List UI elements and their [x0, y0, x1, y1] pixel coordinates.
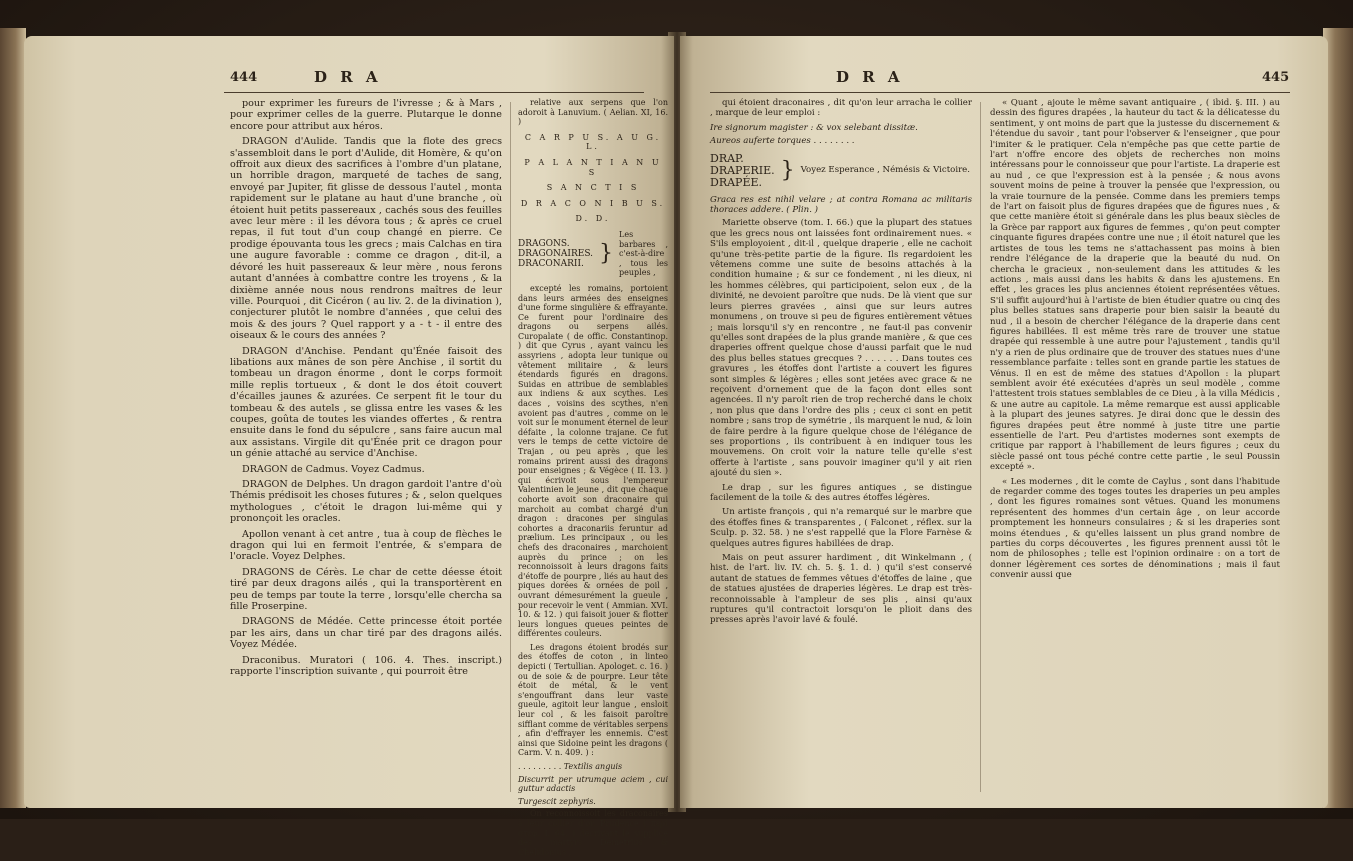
- left-column-separator: [510, 102, 511, 792]
- brace-glyph: }: [599, 240, 614, 266]
- verse-line: Ire signorum magister : & vox selebant dissitæ.: [710, 122, 918, 133]
- book-edge-left: [0, 28, 26, 808]
- verse-line: Turgescit zephyris.: [518, 796, 596, 806]
- paragraph: DRAGON d'Aulide. Tandis que la flote des grecs s'assembloit dans le port d'Aulide, dit Homère, & qu'on offroit aux dieux des sacrifices à l'ombre d'un platane, un horrible dragon, marqueté de taches de sang, envoyé par Jupiter, fit glisse de dessous l'autel , monta rapidement sur le platane au haut d'une branche , où étoient huit petits passereaux , cachés sous des feuilles avec leur mère : il les dévora tous ; & après ce cruel repas, il fut tout d'un coup changé en pierre. Ce prodige épouvanta tous les grecs ; mais Calchas en tira une augure favorable : comme ce dragon , dit-il, a dévoré les huit passereaux & leur mère , nous ferons autant d'années à combattre contre les troyens , & la dixième année nous nous rendrons maîtres de leur ville. Pourquoi , dit Cicéron ( au liv. 2. de la divination ), conjecturer plutôt le nombre d'années , que celui des mois & des jours ? Quel rapport y a - t - il entre des oiseaux & le cours des années ?: [230, 136, 502, 342]
- right-page-header: D R A: [836, 68, 904, 86]
- paragraph: « Les modernes , dit le comte de Caylus , sont dans l'habitude de regarder comme des toges toutes les draperies un peu amples , dont les figures romaines sont vêtues. Quand les monumens représentent des hommes d'un certain âge , on leur accorde promptement les honneurs consulaires ; & si les draperies sont moins étendues , & qu'elles laissent un plus grand nombre de parties du corps découvertes , les figures prennent aussi tôt le nom de philosophes ; telle est l'opinion ordinaire : on a tort de donner légèrement ces sortes de dénominations ; mais il faut convenir aussi que: [990, 476, 1280, 581]
- quote: Graca res est nihil velare ; at contra Romana ac militaris thoraces addere. ( Plin. ): [710, 194, 972, 216]
- paragraph: DRAGON d'Anchise. Pendant qu'Énée faisoit des libations aux mânes de son père Anchise , il sortit du tombeau un dragon énorme , dont le corps formoit mille replis tortueux , & dont le dos étoit couvert d'écailles jaunes & azurées. Ce serpent fit le tour du tombeau & des autels , se glissa entre les vases & les coupes, goûta de toutes les viandes offertes , & rentra ensuite dans le fond du sépulcre , sans faire aucun mal aux assistans. Virgile dit qu'Énée prit ce dragon pour un génie attaché au service d'Anchise.: [230, 345, 502, 460]
- entry-name: DRAPERIE.: [710, 163, 775, 177]
- paragraph: relative aux serpens que l'on adoroit à Lanuvium. ( Aelian. XI, 16. ): [518, 98, 668, 127]
- paragraph: DRAGON de Cadmus. Voyez Cadmus.: [242, 463, 425, 475]
- entry-brace: [518, 230, 668, 278]
- right-column-2: [990, 98, 1280, 585]
- paragraph: On reconnoissoit les draconaires à leur collier d'or. Prudence ( περὶ στεφ. I. 64. ) décrivant le supplice des martyrs Démétrius & Chelidonius ,: [518, 809, 668, 857]
- right-column-separator: [980, 102, 981, 792]
- left-page-header: D R A: [314, 68, 382, 86]
- inscription-line: S A N C T I S: [546, 183, 640, 193]
- verse-line: Discurrit per utrumque aciem , cui guttur adactis: [518, 774, 668, 794]
- entry-name: DRAGONAIRES.: [518, 248, 594, 259]
- verse-line: . . . . . . . . . Textilis anguis: [518, 762, 623, 771]
- verse-line: Aureos auferte torques . . . . . . . .: [710, 136, 855, 147]
- paragraph: DRAGON de Delphes. Un dragon gardoit l'antre d'où Thémis prédisoit les choses futures ; & , selon quelques mythologues , c'étoit le dragon lui-même qui y prononçoit les oracles.: [230, 479, 502, 525]
- entry-names: [710, 153, 775, 189]
- paragraph: Apollon venant à cet antre , tua à coup de flèches le dragon qui lui en fermoit l'entrée, & s'empara de l'oracle. Voyez Delphes.: [230, 528, 502, 563]
- paragraph: Un artiste françois , qui n'a remarqué sur le marbre que des étoffes fines & transparentes , ( Falconet , réflex. sur la Sculp. p. 32. 58. ) ne s'est rappellé que la Flore Farnèse & quelques autres figures habillées de drap.: [710, 507, 972, 549]
- left-column-1: [230, 98, 502, 682]
- left-column-2: [518, 98, 668, 861]
- brace-glyph: }: [780, 157, 795, 183]
- paragraph: qui étoient draconaires , dit qu'on leur arracha le collier , marque de leur emploi :: [710, 98, 972, 119]
- right-column-1: [710, 98, 972, 630]
- entry-names: [518, 239, 593, 269]
- paragraph: Mariette observe (tom. I. 66.) que la plupart des statues que les grecs nous ont laissées font ordinairement nues. « S'ils employoient , dit-il , quelque draperie , elle ne cachoit qu'une très-petite partie de la figure. Ils regardoient les vêtemens comme une suite de besoins attachés à la condition humaine ; & sur ce fondement , ni les dieux, ni les hommes célèbres, qui participoient, selon eux , de la divinité, ne devoient paroître que nuds. De là vient que sur leurs pierres gravées , ainsi que sur leurs autres monumens , on trouve si peu de figures entièrement vêtues ; mais lorsqu'il s'y en rencontre , ne faut-il pas convenir qu'elles sont drapées de la plus grande manière , & que ces draperies offrent quelque chose d'aussi parfait que le nud des plus belles statues grecques ? . . . . . . Dans toutes ces gravures , les étoffes dont l'artiste a couvert les figures sont simples & légères ; elles sont jetées avec grace & ne reçoivent d'ornement que de la façon dont elles sont agencées. Il n'y paroît rien de trop recherché dans le choix , non plus que dans l'ordre des plis ; ceux ci sont en petit nombre ; sans trop de symétrie , ils marquent le nud, & loin de faire perdre à la figure quelque chose de l'élégance de ses proportions , ils contribuent à en indiquer tous les mouvemens. On croit voir la nature telle qu'elle s'est offerte à l'artiste , sans pouvoir imaginer qu'il y ait rien ajouté du sien ».: [710, 218, 972, 479]
- entry-text: Les barbares , c'est-à-dire , tous les peuples ,: [619, 229, 668, 278]
- inscription-line: D R A C O N I B U S.: [520, 198, 666, 208]
- entry-name: DRAPÉE.: [710, 175, 763, 189]
- entry-name: DRAP.: [710, 151, 744, 165]
- paragraph: Mais on peut assurer hardiment , dit Winkelmann , ( hist. de l'art. liv. IV. ch. 5. §. 1. d. ) qu'il s'est conservé autant de statues de femmes vêtues d'étoffes de laine , que de statues ajustées de draperies légères. Le drap est très-reconnoissable à l'ampleur de ses plis , ainsi qu'aux ruptures qu'il contractoit lorsqu'on le plioit dans des presses après l'avoir lavé & foulé.: [710, 553, 972, 626]
- inscription-line: P A L A N T I A N U S: [524, 157, 662, 177]
- entry-brace: [710, 153, 972, 189]
- inscription-line: C A R P U S. A U G. L.: [524, 132, 662, 152]
- paragraph: Le drap , sur les figures antiques , se distingue facilement de la toile & des autres étoffes légères.: [710, 482, 972, 503]
- entry-name: DRACONARII.: [518, 258, 584, 269]
- paragraph: DRAGONS de Cérès. Le char de cette déesse étoit tiré par deux dragons ailés , qui la transportèrent en peu de temps par toute la terre , lorsqu'elle chercha sa fille Proserpine.: [230, 566, 502, 613]
- entry-name: DRAGONS.: [518, 238, 570, 249]
- right-header-rule: [710, 92, 1290, 93]
- right-page: [680, 36, 1328, 808]
- inscription: [518, 133, 668, 224]
- left-page-number: 444: [230, 70, 258, 85]
- paragraph: excepté les romains, portoient dans leurs armées des enseignes d'une forme singulière & effrayante. Ce furent pour l'ordinaire des dragons ou serpens ailés. Curopalate ( de offic. Constantinop. ) dit que Cyrus , ayant vaincu les assyriens , adopta leur tunique ou vêtement militaire , & leurs étendards figurés en dragons. Suidas en attribue de semblables aux indiens & aux scythes. Les daces , voisins des scythes, n'en avoient pas d'autres , comme on le voit sur le monument éternel de leur défaite , la colonne trajane. Ce fut vers le temps de cette victoire de Trajan , ou peu après , que les romains prirent aussi des dragons pour enseignes ; & Végèce ( II. 13. ) qui écrivoit sous l'empereur Valentinien le jeune , dit que chaque cohorte avoit son draconaire qui marchoit au combat chargé d'un dragon : dracones per singulas cohortes a draconariis feruntur ad prælium. Les principaux , ou les chefs des draconaires , marchoient auprès du prince ; on les reconnoissoit à leurs dragons faits d'étoffe de pourpre , liés au haut des piques dorées & ornées de poil , ouvrant démesurément la gueule , pour recevoir le vent ( Ammian. XVI. 10. & 12. ) qui faisoit jouer & flotter leurs longues queues peintes de différentes couleurs.: [518, 283, 668, 639]
- paragraph: Les dragons étoient brodés sur des étoffes de coton , in linteo depicti ( Tertullian. Apologet. c. 16. ) ou de soie & de pourpre. Leur tête étoit de métal, & le vent s'engouffrant dans leur vaste gueule, agitoit leur langue , ensloit leur col , & les faisoit paroître sifflant comme de véritables serpens , afin d'effrayer les ennemis. C'est ainsi que Sidoine peint les dragons ( Carm. V. n. 409. ) :: [518, 642, 668, 758]
- left-header-rule: [224, 92, 644, 93]
- right-page-number: 445: [1262, 70, 1290, 85]
- paragraph: Draconibus. Muratori ( 106. 4. Thes. inscript.) rapporte l'inscription suivante , qui pourroit être: [230, 654, 502, 678]
- paragraph: pour exprimer les fureurs de l'ivresse ; & à Mars , pour exprimer celles de la guerre. Plutarque le donne encore pour attribut aux héros.: [230, 98, 502, 132]
- entry-text: Voyez Esperance , Némésis & Victoire.: [800, 165, 971, 176]
- inscription-line: D. D.: [575, 214, 611, 224]
- left-page: [24, 36, 674, 857]
- paragraph: « Quant , ajoute le même savant antiquaire , ( ibid. §. III. ) au dessin des figures drapées , la hauteur du tact & la délicatesse du sentiment, y ont moins de part que la justesse du discernement & l'étendue du savoir , tant pour l'observer & l'enseigner , que pour l'imiter & le pratiquer. Cela n'empêche pas que cette partie de l'art n'offre encore des objets de recherches non moins intéressans pour le connoisseur que pour l'artiste. La draperie est au nud , ce que l'expression est à la pensée ; & nous avons souvent moins de peine à trouver la pensée que l'expression, ou la vraie tournure de la pensée. Comme dans les premiers temps de l'art on faisoit plus de figures drapées que de figures nues , & que cette manière étoit si générale dans les plus beaux siècles de la Grèce par rapport aux figures de femmes , qu'on peut compter cinquante figures drapées contre une nue ; il étoit naturel que les artistes de tous les tems ne s'attachassent pas moins à bien rendre l'élégance de la draperie que la beauté du nud. On chercha le gracieux , non-seulement dans les attitudes & les actions , mais aussi dans les habits & dans les ajustemens. En effet , les graces les plus anciennes étoient représentées vêtues. S'il suffit aujourd'hui à l'artiste de bien étudier quatre ou cinq des plus belles statues sans draperie pour bien saisir la beauté du nud , il a besoin de chercher l'élégance de la draperie dans cent figures habillées. Il est même très rare de trouver une statue drapée qui ressemble à une autre pour l'ajustement , tandis qu'il n'y a rien de plus ordinaire que de trouver des statues nues d'une ressemblance parfaite : telles sont en grande partie les statues de Vénus. Il en est de même des statues d'Apollon : la plupart semblent avoir été exécutées d'après un seul modèle , comme l'attestent trois statues semblables de ce Dieu , à la villa Médicis , & une autre au capitole. La même remarque est aussi applicable à la plupart des jeunes satyres. Je dirai donc que le dessin des figures drapées peut être nommé à juste titre une partie essentielle de l'art. Peu d'artistes modernes sont exempts de critique par rapport à l'habillement de leurs figures ; ceux du siècle passé ont tous péché contre cette partie , le seul Poussin excepté ».: [990, 98, 1280, 473]
- paragraph: DRAGONS de Médée. Cette princesse étoit portée par les airs, dans un char tiré par des dragons ailés. Voyez Médée.: [230, 616, 502, 651]
